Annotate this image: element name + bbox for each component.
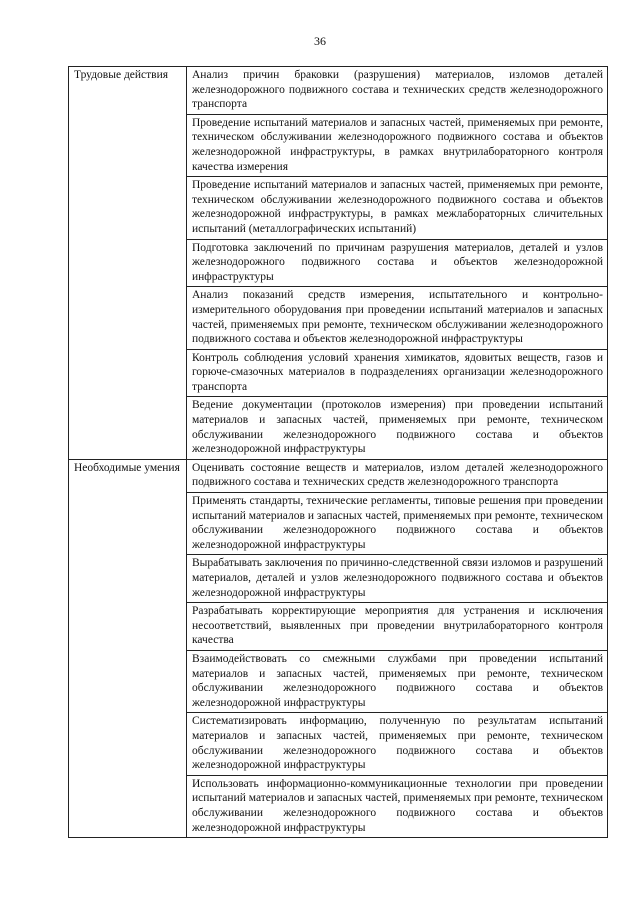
table-cell-description: Анализ показаний средств измерения, испытательного и контрольно-измерительного оборудования при проведении испытаний материалов и запасных частей, применяемых при ремонте, техническом обслуживании железнодорожного подвижного состава и объектов железнодорожной инфраструктуры [187, 287, 608, 349]
table-cell-description: Анализ причин браковки (разрушения) материалов, изломов деталей железнодорожного подвижного состава и технических средств железнодорожного транспорта [187, 67, 608, 115]
table-cell-description: Применять стандарты, технические регламенты, типовые решения при проведении испытаний материалов и запасных частей, применяемых при ремонте, техническом обслуживании железнодорожного подвижного состава и объектов железнодорожной инфраструктуры [187, 493, 608, 555]
section-label: Необходимые умения [69, 459, 187, 837]
table-cell-description: Взаимодействовать со смежными службами при проведении испытаний материалов и запасных частей, применяемых при ремонте, техническом обслуживании железнодорожного подвижного состава и объектов железнодорожной инфраструктуры [187, 650, 608, 712]
table-cell-description: Вырабатывать заключения по причинно-следственной связи изломов и разрушений материалов, деталей и узлов железнодорожного подвижного состава и объектов железнодорожной инфраструктуры [187, 555, 608, 603]
table-cell-description: Проведение испытаний материалов и запасных частей, применяемых при ремонте, техническом обслуживании железнодорожного подвижного состава и объектов железнодорожной инфраструктуры, в рамках внутрилабораторного контроля качества измерения [187, 114, 608, 176]
table-cell-description: Систематизировать информацию, полученную по результатам испытаний материалов и запасных частей, применяемых при ремонте, техническом обслуживании железнодорожного подвижного состава и объектов железнодорожной инфраструктуры [187, 713, 608, 775]
table-cell-description: Подготовка заключений по причинам разрушения материалов, деталей и узлов железнодорожного подвижного состава и объектов железнодорожной инфраструктуры [187, 239, 608, 287]
table-cell-description: Ведение документации (протоколов измерения) при проведении испытаний материалов и запасных частей, применяемых при ремонте, техническом обслуживании железнодорожного подвижного состава и объектов железнодорожной инфраструктуры [187, 397, 608, 459]
table-cell-description: Контроль соблюдения условий хранения химикатов, ядовитых веществ, газов и горюче-смазочных материалов в подразделениях организации железнодорожного транспорта [187, 349, 608, 397]
table-cell-description: Использовать информационно-коммуникационные технологии при проведении испытаний материалов и запасных частей, применяемых при ремонте, техническом обслуживании железнодорожного подвижного состава и объектов железнодорожной инфраструктуры [187, 775, 608, 837]
page-number: 36 [314, 34, 326, 48]
table-cell-description: Оценивать состояние веществ и материалов, излом деталей железнодорожного подвижного состава и технических средств железнодорожного транспорта [187, 459, 608, 492]
requirements-table-body [69, 67, 608, 838]
section-label: Трудовые действия [69, 67, 187, 460]
table-cell-description: Проведение испытаний материалов и запасных частей, применяемых при ремонте, техническом обслуживании железнодорожного подвижного состава и объектов железнодорожной инфраструктуры, в рамках межлабораторных сличительных испытаний (металлографических испытаний) [187, 177, 608, 239]
table-row [69, 67, 608, 115]
table-row [69, 459, 608, 492]
table-cell-description: Разрабатывать корректирующие мероприятия для устранения и исключения несоответствий, выявленных при проведении внутрилабораторного контроля качества [187, 603, 608, 651]
requirements-table [68, 66, 608, 838]
